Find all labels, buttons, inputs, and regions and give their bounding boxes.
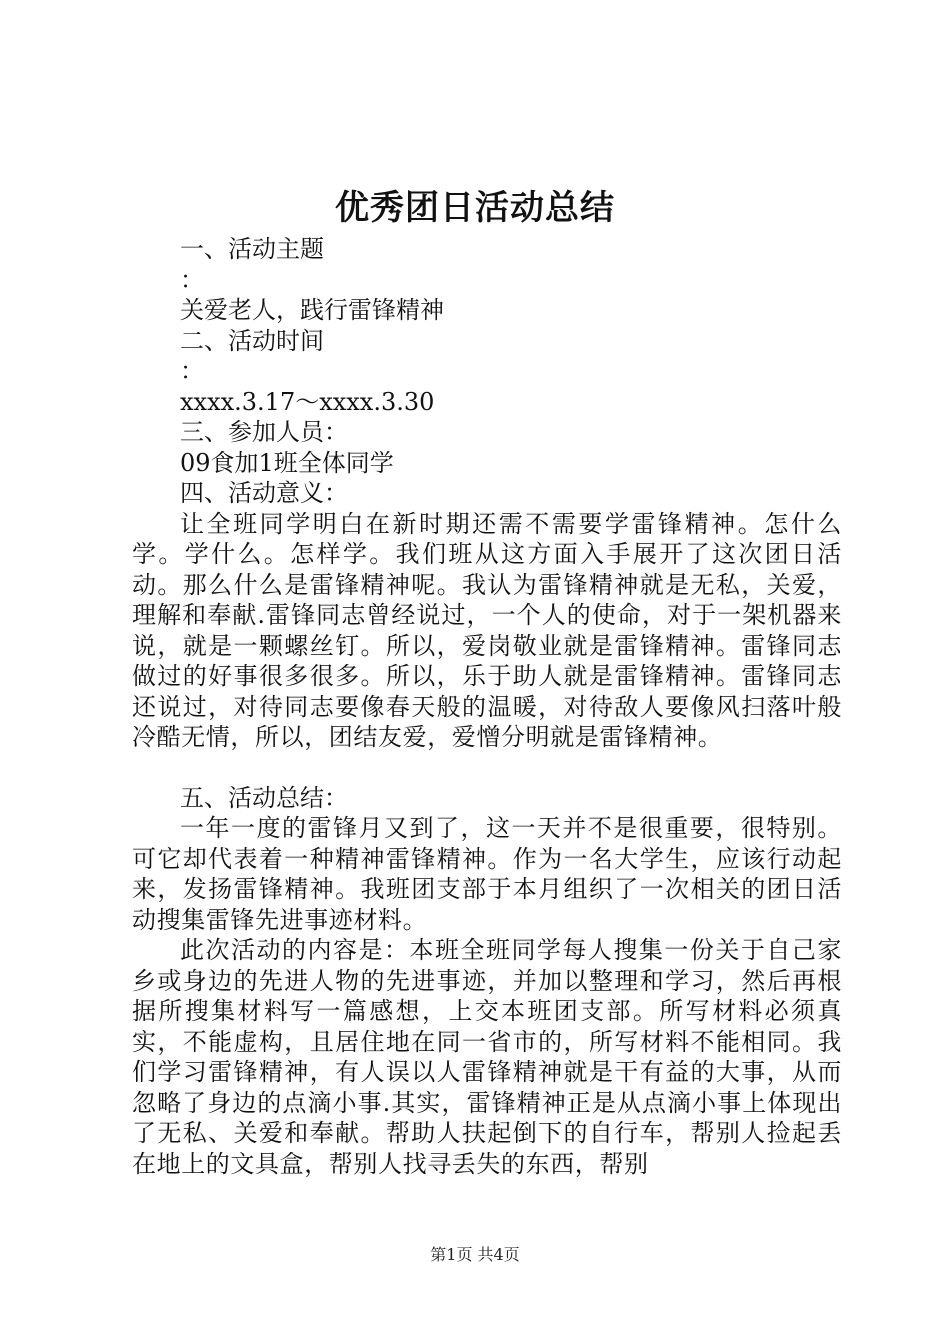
summary-heading: 五、活动总结： bbox=[180, 783, 348, 812]
page-footer: 第1页 共4页 bbox=[430, 1245, 520, 1264]
meaning-heading: 四、活动意义： bbox=[180, 479, 348, 507]
people-heading: 三、参加人员： bbox=[180, 418, 348, 446]
time-heading: 二、活动时间 bbox=[180, 326, 324, 355]
meaning-paragraph: 让全班同学明白在新时期还需不需要学雷锋精神。怎什么学。学什么。怎样学。我们班从这方面入手展开了这次团日活动。那么什么是雷锋精神呢。我认为雷锋精神就是无私，关爱，理解和奉献.雷锋同志曾经说过，一个人的使命，对于一架机器来说，就是一颗螺丝钉。所以，爱岗敬业就是雷锋精神。雷锋同志做过的好事很多很多。所以，乐于助人就是雷锋精神。雷锋同志还说过，对待同志要像春天般的温暖，对待敌人要像风扫落叶般冷酷无情，所以，团结友爱，爱憎分明就是雷锋精神。 bbox=[132, 509, 842, 751]
theme-heading: 一、活动主题 bbox=[180, 235, 324, 263]
summary-paragraph-1: 一年一度的雷锋月又到了，这一天并不是很重要，很特别。可它却代表着一种精神雷锋精神。作为一名大学生，应该行动起来，发扬雷锋精神。我班团支部于本月组织了一次相关的团日活动搜集雷锋先进事迹材料。 bbox=[132, 814, 842, 934]
time-value: xxxx.3.17～xxxx.3.30 bbox=[180, 387, 435, 416]
summary-paragraph-2: 此次活动的内容是：本班全班同学每人搜集一份关于自己家乡或身边的先进人物的先进事迹，并加以整理和学习，然后再根据所搜集材料写一篇感想，上交本班团支部。所写材料必须真实，不能虚构，且居住地在同一省市的，所写材料不能相同。我们学习雷锋精神，有人误以人雷锋精神就是干有益的大事，从而忽略了身边的点滴小事.其实，雷锋精神正是从点滴小事上体现出了无私、关爱和奉献。帮助人扶起倒下的自行车，帮别人捡起丢在地上的文具盒，帮别人找寻丢失的东西，帮别 bbox=[132, 936, 842, 1178]
people-value: 09食加1班全体同学 bbox=[180, 448, 394, 477]
theme-colon: ： bbox=[180, 265, 204, 294]
document-title: 优秀团日活动总结 bbox=[335, 188, 615, 228]
time-colon: ： bbox=[180, 357, 204, 385]
document-body bbox=[132, 208, 842, 1179]
theme-value: 关爱老人，践行雷锋精神 bbox=[180, 296, 444, 324]
section-gap bbox=[132, 753, 842, 783]
